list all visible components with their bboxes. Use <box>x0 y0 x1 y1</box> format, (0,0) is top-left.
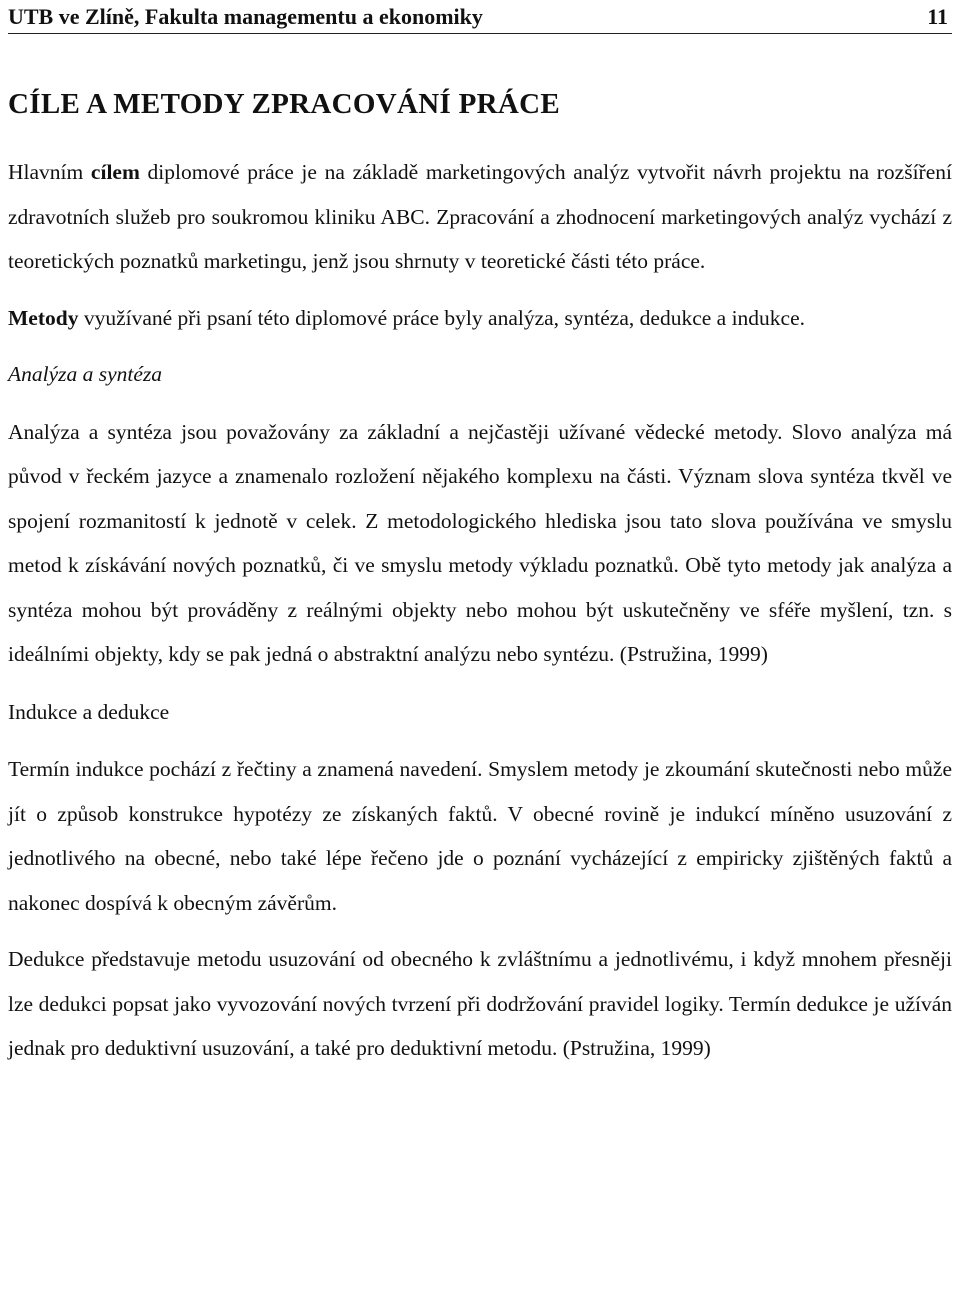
page-header <box>8 0 952 34</box>
paragraph-goal <box>8 150 952 284</box>
paragraph-methods-text: využívané při psaní této diplomové práce byly analýza, syntéza, dedukce a indukce. <box>78 305 806 330</box>
running-title: UTB ve Zlíně, Fakulta managementu a ekonomiky <box>8 4 483 29</box>
paragraph-goal-lead: Hlavním <box>8 160 91 184</box>
bold-term-goal: cílem <box>90 160 140 184</box>
subheading-induction-deduction: Indukce a dedukce <box>8 699 170 724</box>
paragraph-goal-text: diplomové práce je na základě marketingových analýz vytvořit návrh projektu na rozšíření zdravotních služeb pro soukromou kliniku ABC. Zpracování a zhodnocení marketingových analýz vychází z teoretických poznatků marketingu, jenž jsou shrnuty v teoretické části této práce. <box>8 160 952 273</box>
page-number: 11 <box>927 4 948 29</box>
paragraph-induction: Termín indukce pochází z řečtiny a znamená navedení. Smyslem metody je zkoumání skutečnosti nebo může jít o způsob konstrukce hypotézy ze získaných faktů. V obecné rovině je indukcí míněno usuzování z jednotlivého na obecné, nebo také lépe řečeno jde o poznání vycházející z empiricky zjištěných faktů a nakonec dospívá k obecným závěrům. <box>8 757 952 915</box>
paragraph-analysis-synthesis: Analýza a syntéza jsou považovány za základní a nejčastěji užívané vědecké metody. Slovo analýza má původ v řeckém jazyce a znamenalo rozložení nějakého komplexu na části. Význam slova syntéza tkvěl ve spojení rozmanitostí k jednotě v celek. Z metodologického hlediska jsou tato slova používána ve smyslu metod k získávání nových poznatků, či ve smyslu metody výkladu poznatků. Obě tyto metody jak analýza a syntéza mohou být prováděny z reálnými objekty nebo mohou být uskutečněny ve sféře myšlení, tzn. s ideálními objekty, kdy se pak jedná o abstraktní analýzu nebo syntézu. (Pstružina, 1999) <box>8 419 952 666</box>
document-body <box>8 150 952 1071</box>
subheading-analysis-synthesis: Analýza a syntéza <box>8 362 163 386</box>
bold-term-methods: Metody <box>8 305 79 330</box>
page-title: CÍLE A METODY ZPRACOVÁNÍ PRÁCE <box>8 88 560 120</box>
paragraph-deduction: Dedukce představuje metodu usuzování od obecného k zvláštnímu a jednotlivému, i když mnohem přesněji lze dedukci popsat jako vyvozování nových tvrzení při dodržování pravidel logiky. Termín dedukce je užíván jednak pro deduktivní usuzování, a také pro deduktivní metodu. (Pstružina, 1999) <box>8 947 952 1060</box>
paragraph-methods <box>8 296 952 341</box>
